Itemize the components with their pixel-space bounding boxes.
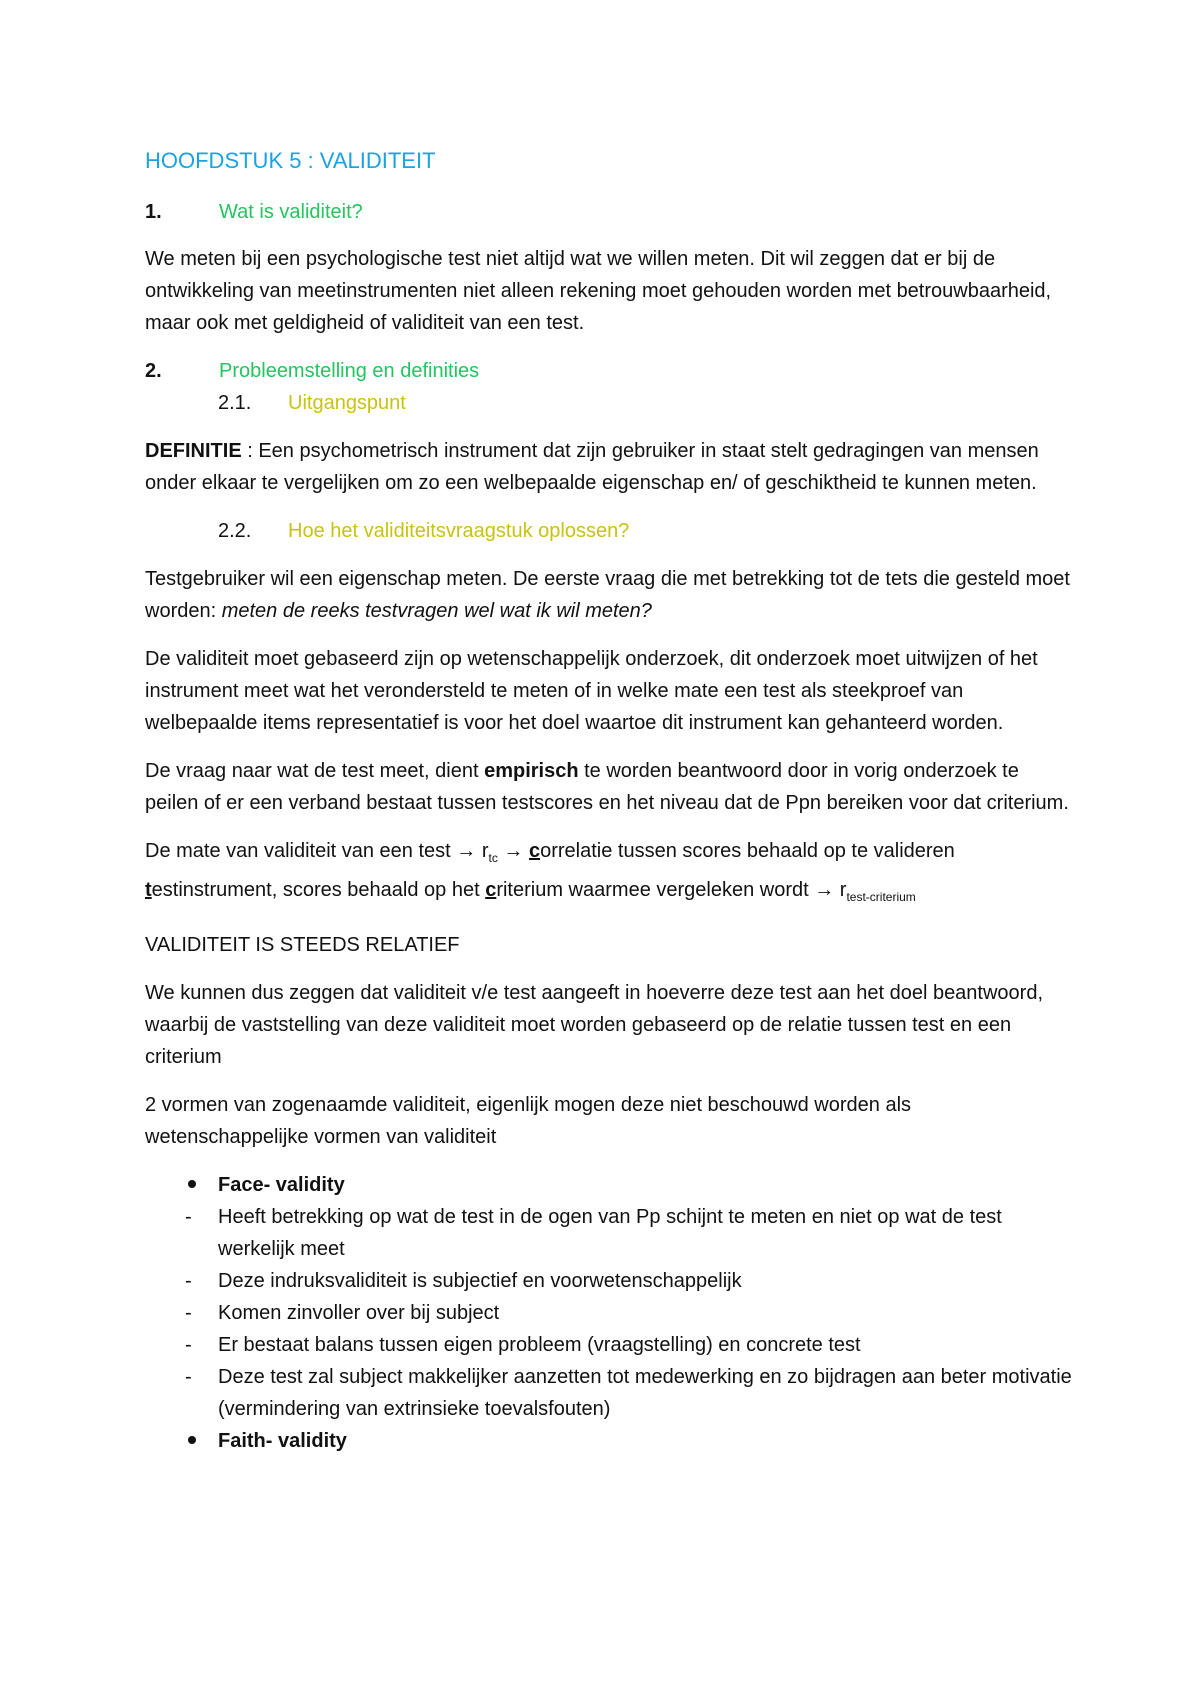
section-title: Wat is validiteit? [219, 201, 363, 223]
dash-item [145, 1201, 1075, 1265]
subsection-title: Uitgangspunt [288, 392, 406, 414]
symbol-r: r [834, 879, 847, 901]
bullet-icon [188, 1180, 196, 1188]
subscript-tc: tc [488, 851, 498, 865]
list-item-text: Heeft betrekking op wat de test in de ogen van Pp schijnt te meten en niet op wat de test werkelijk meet [218, 1206, 1002, 1260]
subscript-test-criterium: test-criterium [846, 890, 916, 904]
validity-list [145, 1169, 1075, 1457]
bold-term: empirisch [484, 760, 579, 782]
bullet-marker [145, 1425, 218, 1457]
list-item-text: Er bestaat balans tussen eigen probleem (vraagstelling) en concrete test [218, 1334, 861, 1356]
dash-marker: - [185, 1302, 192, 1324]
arrow-icon: → [456, 840, 477, 862]
dash-item [145, 1329, 1075, 1361]
paragraph-research: De validiteit moet gebaseerd zijn op wetenschappelijk onderzoek, dit onderzoek moet uitwijzen of het instrument meet wat het verondersteld te meten of in welke mate een test als steekproef van welbepaalde items representatief is voor het doel waartoe dit instrument kan gehanteerd worden. [145, 648, 1038, 734]
text-run: orrelatie tussen scores behaald op te valideren [540, 840, 955, 862]
symbol-r: r [476, 840, 489, 862]
subsection-number: 2.1. [218, 392, 252, 414]
document-body [145, 145, 1075, 1457]
text-run: De mate van validiteit van een test [145, 840, 457, 862]
section-number: 1. [145, 201, 162, 223]
bullet-icon [188, 1436, 196, 1444]
paragraph-summary: We kunnen dus zeggen dat validiteit v/e test aangeeft in hoeverre deze test aan het doel beantwoord, waarbij de vaststelling van deze validiteit moet worden gebaseerd op de relatie tussen test en een criterium [145, 982, 1044, 1068]
subsection-number: 2.2. [218, 520, 252, 542]
subsection-heading-2-2 [145, 515, 1075, 547]
text-run: estinstrument, scores behaald op het [151, 879, 486, 901]
text-run: riterium waarmee vergeleken wordt [496, 879, 815, 901]
paragraph-question [145, 563, 1075, 627]
list-item-text: Face- validity [218, 1174, 345, 1196]
list-item-text: Deze test zal subject makkelijker aanzetten tot medewerking en zo bijdragen aan beter motivatie (vermindering van extrinsieke toevalsfouten) [218, 1366, 1072, 1420]
list-item-text: Komen zinvoller over bij subject [218, 1302, 500, 1324]
dash-marker: - [185, 1334, 192, 1356]
arrow-icon: → [503, 840, 524, 862]
paragraph-text: Testgebruiker wil een eigenschap meten. De eerste vraag die met betrekking tot de tets die gesteld moet worden: [145, 568, 1070, 622]
section-number: 2. [145, 360, 162, 382]
bullet-marker [145, 1169, 218, 1201]
list-item-text: Faith- validity [218, 1430, 347, 1452]
text-run: De vraag naar wat de test meet, dient [145, 760, 485, 782]
dash-item [145, 1265, 1075, 1297]
underlined-letter: c [485, 879, 497, 901]
bullet-item-face [145, 1169, 1075, 1201]
section-heading-2 [145, 355, 1075, 387]
text-run: te worden beantwoord door in vorig onderzoek te peilen of er een verband bestaat tussen testscores en het niveau dat de Ppn bereiken voor dat criterium. [145, 760, 1069, 814]
subsection-heading-2-1 [145, 387, 1075, 419]
definition-paragraph [145, 435, 1075, 499]
section-title: Probleemstelling en definities [219, 360, 480, 382]
dash-marker: - [185, 1366, 192, 1388]
arrow-icon: → [814, 879, 835, 901]
dash-marker: - [185, 1270, 192, 1292]
list-item-text: Deze indruksvaliditeit is subjectief en voorwetenschappelijk [218, 1270, 742, 1292]
dash-item [145, 1361, 1075, 1425]
underlined-letter: t [145, 879, 152, 901]
paragraph-two-forms: 2 vormen van zogenaamde validiteit, eigenlijk mogen deze niet beschouwd worden als wetenschappelijke vormen van validiteit [145, 1094, 912, 1148]
paragraph-relative: VALIDITEIT IS STEEDS RELATIEF [145, 934, 460, 956]
paragraph-correlation [145, 835, 1075, 913]
section-heading-1 [145, 196, 1075, 228]
dash-marker: - [185, 1206, 192, 1228]
definition-label: DEFINITIE [145, 440, 242, 462]
bullet-item-faith [145, 1425, 1075, 1457]
definition-text: : Een psychometrisch instrument dat zijn gebruiker in staat stelt gedragingen van mensen onder elkaar te vergelijken om zo een welbepaalde eigenschap en/ of geschiktheid te kunnen meten. [145, 440, 1039, 494]
subsection-title: Hoe het validiteitsvraagstuk oplossen? [288, 520, 630, 542]
underlined-letter: c [528, 840, 541, 862]
dash-item [145, 1297, 1075, 1329]
paragraph-empirical [145, 755, 1075, 819]
chapter-title: HOOFDSTUK 5 : VALIDITEIT [145, 148, 436, 173]
italic-question: meten de reeks testvragen wel wat ik wil meten? [221, 600, 652, 622]
paragraph-intro: We meten bij een psychologische test niet altijd wat we willen meten. Dit wil zeggen dat er bij de ontwikkeling van meetinstrumenten niet alleen rekening moet gehouden worden met betrouwbaarheid, maar ook met geldigheid of validiteit van een test. [145, 248, 1052, 334]
